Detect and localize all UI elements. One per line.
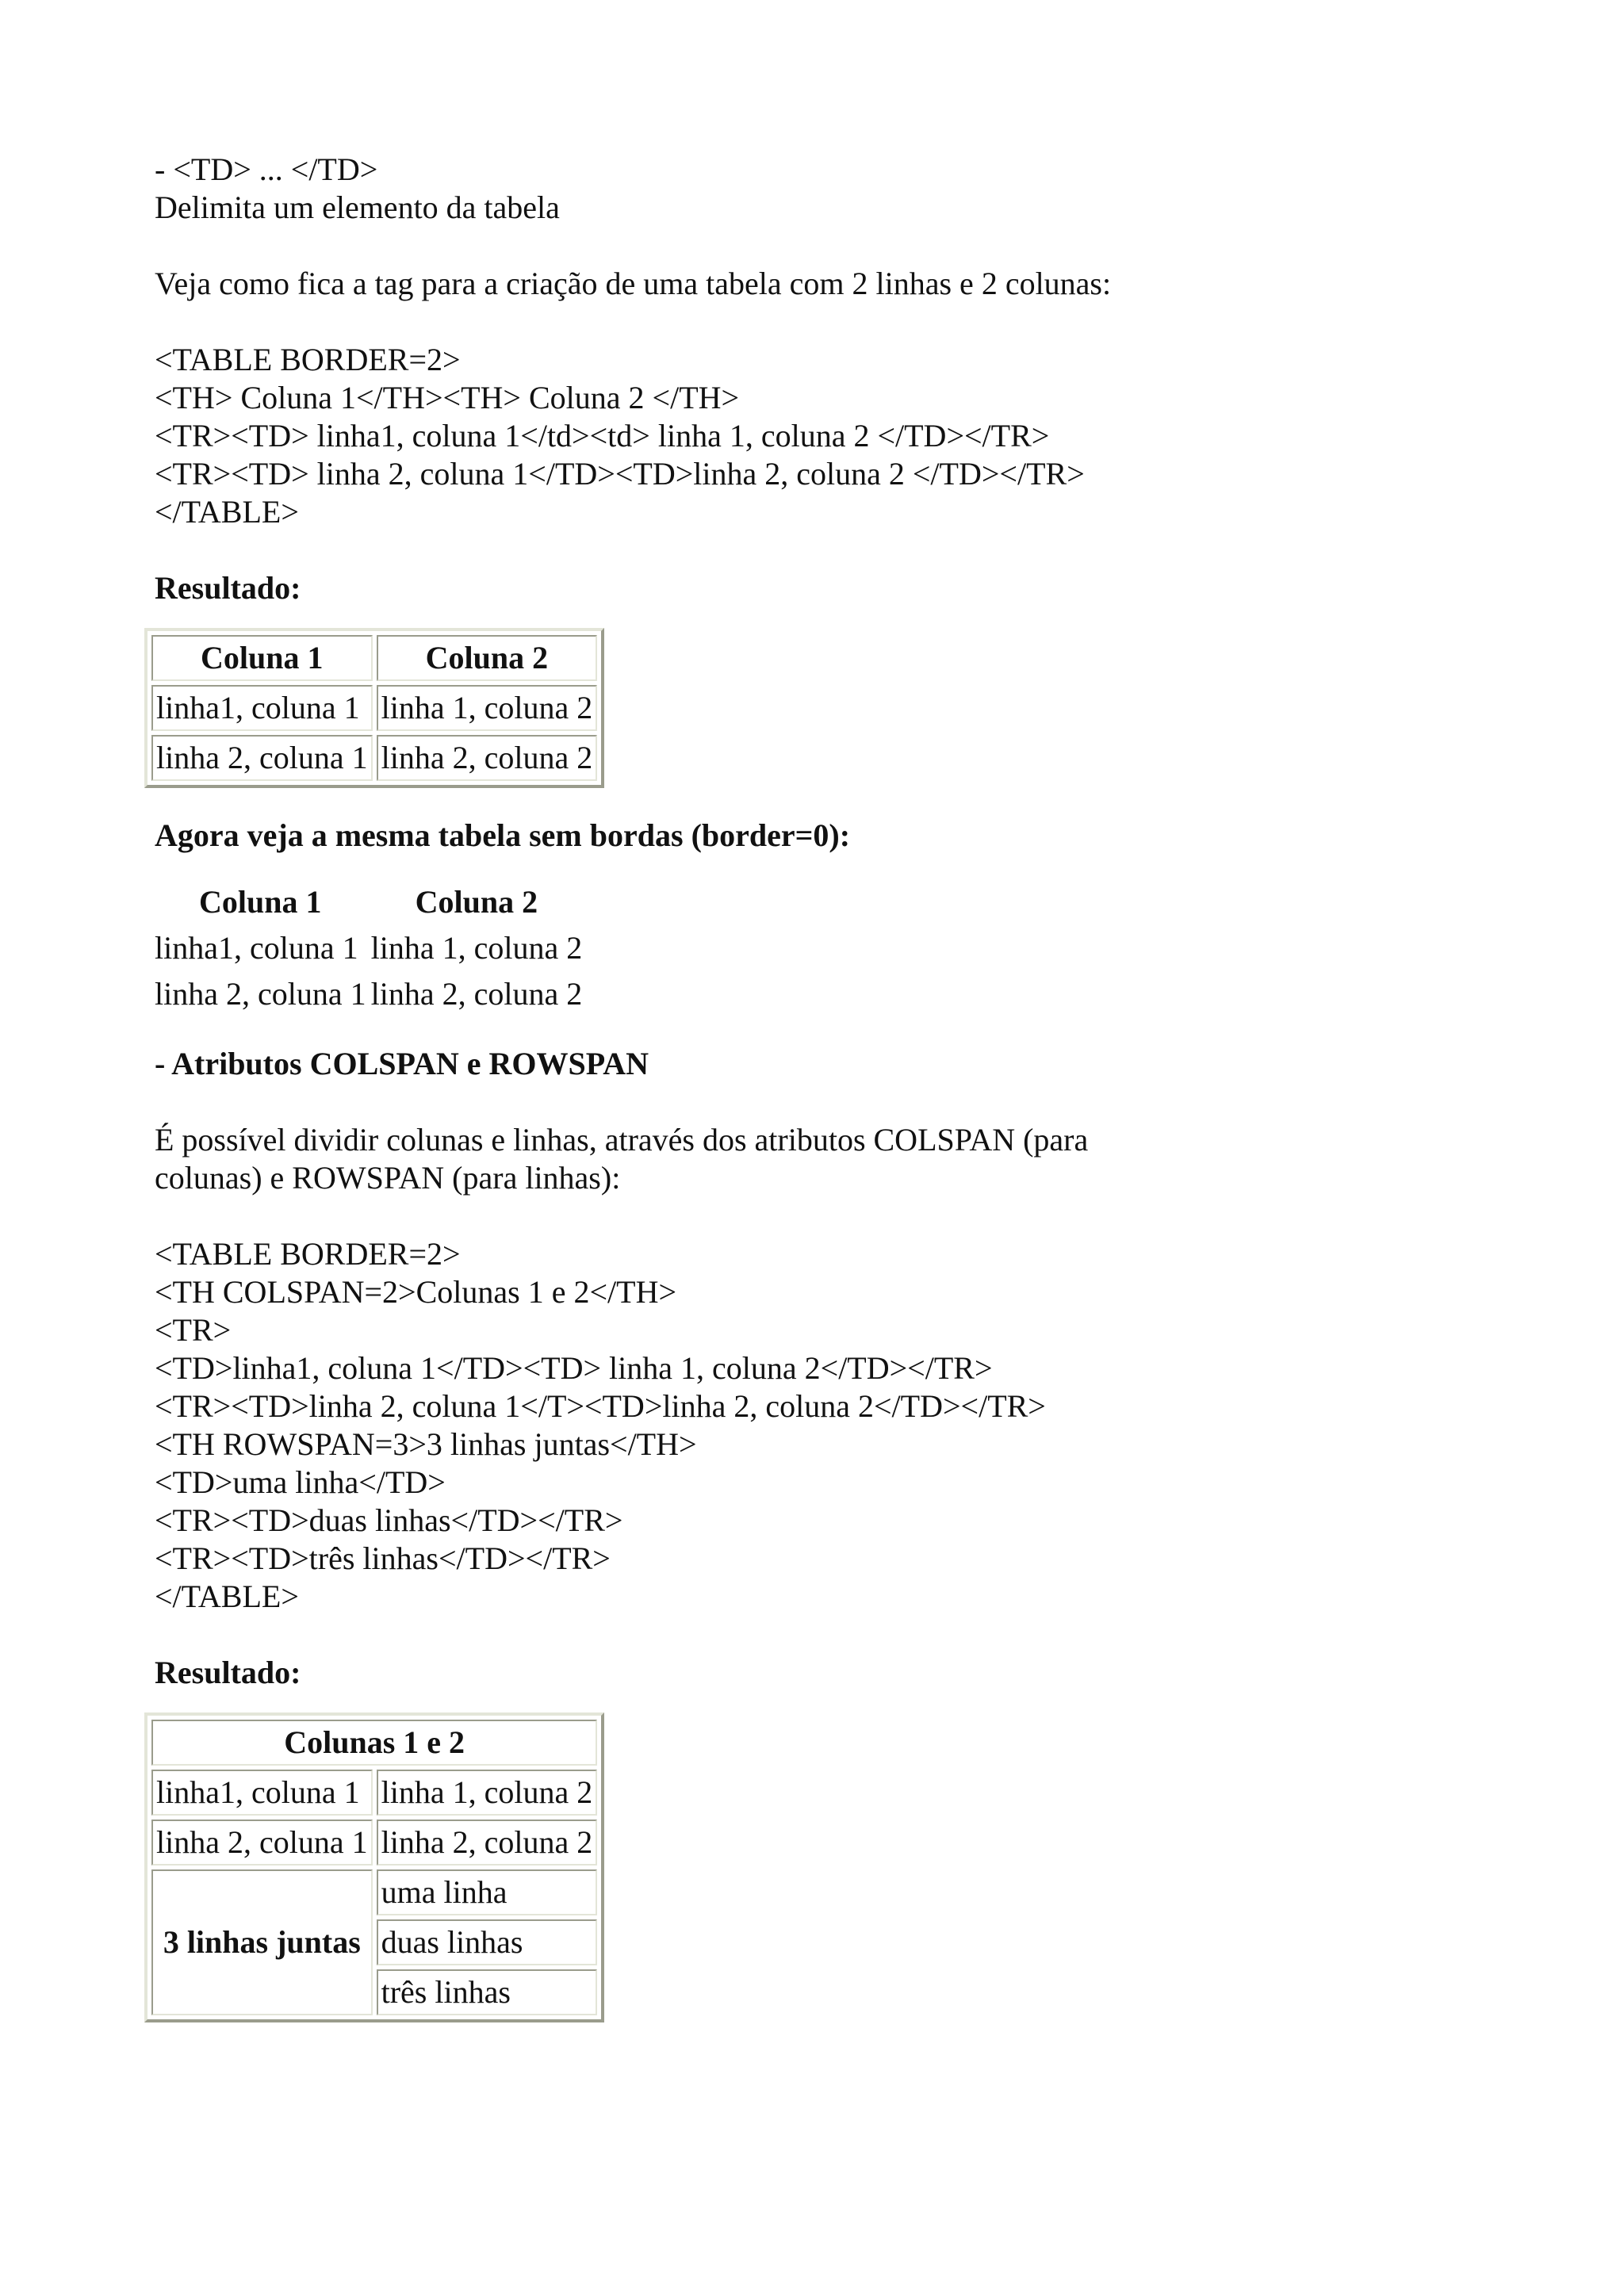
table-cell: linha 1, coluna 2 (377, 1770, 598, 1816)
code-line: <TR><TD>linha 2, coluna 1</T><TD>linha 2, coluna 2</TD></TR> (155, 1388, 1046, 1424)
result-label: Resultado: (155, 570, 301, 606)
td-tag-description: Delimita um elemento da tabela (155, 189, 560, 225)
code-block-2 (155, 1235, 1503, 1616)
code-line: <TR><TD>duas linhas</TD></TR> (155, 1502, 623, 1538)
span-heading: - Atributos COLSPAN e ROWSPAN (155, 1046, 649, 1081)
td-tag-code: - <TD> ... </TD> (155, 151, 378, 187)
code-line: <TR><TD> linha1, coluna 1</td><td> linha 1, coluna 2 </TD></TR> (155, 418, 1050, 453)
code-line: </TABLE> (155, 1578, 299, 1614)
table-row (155, 974, 582, 1015)
table-cell: linha1, coluna 1 (155, 930, 358, 966)
intro-text: Veja como fica a tag para a criação de uma tabela com 2 linhas e 2 colunas: (155, 266, 1112, 301)
table-row (151, 1770, 597, 1816)
table-cell: duas linhas (377, 1919, 598, 1965)
code-line: <TH ROWSPAN=3>3 linhas juntas</TH> (155, 1426, 697, 1462)
table-cell: uma linha (377, 1869, 598, 1915)
result-label: Resultado: (155, 1655, 301, 1690)
code-line: <TR><TD>três linhas</TD></TR> (155, 1540, 611, 1576)
table-cell: linha 2, coluna 1 (151, 1820, 373, 1866)
table-cell: três linhas (377, 1969, 598, 2015)
table-header-row (151, 1720, 597, 1766)
code-line: <TABLE BORDER=2> (155, 342, 461, 377)
table-row (155, 928, 582, 969)
table-cell: linha1, coluna 1 (151, 1770, 373, 1816)
result-table-spans (144, 1712, 604, 2022)
result-table-bordered (144, 628, 604, 788)
table-header-row (151, 635, 597, 681)
no-border-heading: Agora veja a mesma tabela sem bordas (border=0): (155, 817, 851, 853)
table-row (151, 685, 597, 731)
table-cell: linha 2, coluna 1 (151, 735, 373, 781)
code-line: <TABLE BORDER=2> (155, 1236, 461, 1272)
document-page (155, 151, 1503, 2022)
table-header-cell: Coluna 1 (151, 635, 373, 681)
code-block-1 (155, 341, 1503, 531)
table-row (151, 1820, 597, 1866)
table-header-row (155, 882, 582, 923)
table-cell: linha1, coluna 1 (151, 685, 373, 731)
table-cell: linha 2, coluna 2 (377, 1820, 598, 1866)
table-cell: linha 1, coluna 2 (377, 685, 598, 731)
code-line: <TD>linha1, coluna 1</TD><TD> linha 1, coluna 2</TD></TR> (155, 1350, 993, 1386)
span-intro-line: colunas) e ROWSPAN (para linhas): (155, 1160, 621, 1196)
code-line: <TH COLSPAN=2>Colunas 1 e 2</TH> (155, 1274, 677, 1310)
table-row (151, 735, 597, 781)
table-cell: linha 2, coluna 1 (155, 976, 366, 1012)
rowspan-header-cell: 3 linhas juntas (151, 1869, 373, 2015)
table-header-cell: Coluna 1 (199, 884, 322, 920)
code-line: </TABLE> (155, 494, 299, 530)
span-intro-line: É possível dividir colunas e linhas, através dos atributos COLSPAN (para (155, 1122, 1089, 1158)
result-table-borderless (150, 877, 587, 1020)
code-line: <TH> Coluna 1</TH><TH> Coluna 2 </TH> (155, 380, 740, 415)
table-header-cell: Coluna 2 (415, 884, 538, 920)
code-line: <TD>uma linha</TD> (155, 1464, 446, 1500)
code-line: <TR> (155, 1312, 232, 1348)
colspan-header-cell: Colunas 1 e 2 (151, 1720, 597, 1766)
table-row (151, 1869, 597, 1915)
table-cell: linha 1, coluna 2 (370, 930, 583, 966)
table-cell: linha 2, coluna 2 (377, 735, 598, 781)
table-header-cell: Coluna 2 (377, 635, 598, 681)
table-cell: linha 2, coluna 2 (370, 976, 583, 1012)
code-line: <TR><TD> linha 2, coluna 1</TD><TD>linha 2, coluna 2 </TD></TR> (155, 456, 1085, 492)
